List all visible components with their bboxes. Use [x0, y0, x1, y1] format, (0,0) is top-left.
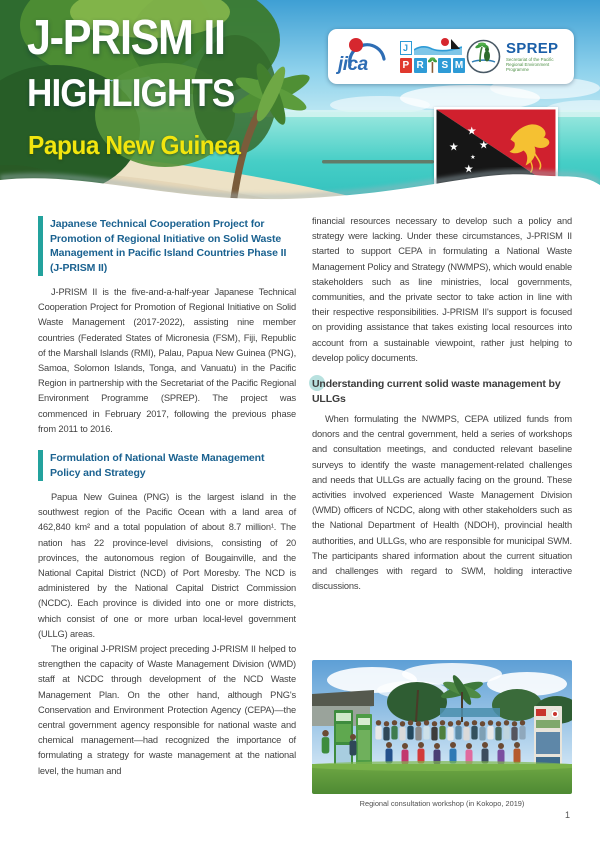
- subsection-heading: [312, 377, 572, 406]
- subsection-heading-text: Understanding current solid waste management by ULLGs: [312, 378, 561, 405]
- photo-caption: Regional consultation workshop (in Kokopo, 2019): [359, 799, 525, 808]
- logo-bar: [328, 29, 574, 84]
- jprism-letter-s: S: [438, 58, 451, 73]
- heading-accent-bar: [38, 216, 43, 276]
- section-heading-project: [38, 216, 296, 276]
- workshop-photo: [312, 660, 572, 794]
- section-heading-text: Japanese Technical Cooperation Project for Promotion of Regional Initiative on Solid Waste Management in Pacific Island Countries Phase II (J-PRISM II): [50, 218, 287, 274]
- jprism-logo: [400, 37, 466, 77]
- jprism-letter-m: M: [453, 58, 466, 73]
- newsletter-title: J-PRISM II: [27, 11, 225, 65]
- page-number: 1: [564, 810, 570, 820]
- country-subtitle: Papua New Guinea: [28, 130, 241, 160]
- section-heading-formulation: [38, 450, 296, 481]
- paragraph: The original J-PRISM project preceding J-PRISM II helped to strengthen the capacity of Waste Management Division (WMD) staff at NCDC through development of the NCD Waste Management Plan. On the other hand, although PNG's Conservation and Environment Protection Agency (CEPA)—the central government agency responsible for national waste and chemical management—had recognized the importance of formulating a strategy for waste management at the national level, the human and: [38, 644, 296, 776]
- sprep-wordmark: SPREP: [506, 39, 559, 57]
- sprep-tagline: Secretariat of the Pacific Regional Environment Programme: [506, 56, 554, 73]
- jprism-wave-icon: [414, 37, 462, 55]
- paragraph: financial resources necessary to develop such a policy and strategy were lacking. Under these circumstances, J-PRISM II started to support CEPA in formulating a National Waste Management Policy and Strategy (NWMPS), which would enable stakeholders such as line ministries, local governments, communities, and the private sector to take action in line with their respective responsibilities. J-PRISM II's support is focused on providing assistance that takes existing local resources into account from a sustainable viewpoint, rather just helping to develop policy documents.: [312, 216, 572, 363]
- paragraph: When formulating the NWMPS, CEPA utilized funds from donors and the central government, held a series of workshops and consultation meetings, and conducted relevant baseline surveys to identify the waste management-related challenges and needs that ULLGs are actually facing on the ground. These activities involved experienced Waste Management Division (WMD) officers of NCDC, along with other stakeholders such as the National Department of Health (NDOH), provincial health authorities, and ULLGs, who are responsible for municipal SWM. The participants shared information about the current situation and challenges with regard to SWM, holding interactive discussions.: [312, 414, 572, 592]
- newsletter-title-line2: HIGHLIGHTS: [27, 72, 235, 115]
- jica-wordmark: jica: [338, 54, 368, 75]
- heading-accent-bar: [38, 450, 43, 481]
- sprep-logo: [466, 39, 565, 74]
- jprism-letter-r: R: [414, 58, 427, 73]
- paragraph: Papua New Guinea (PNG) is the largest island in the southwest region of the Pacific Ocean with a land area of 462,840 km² and a total population of about 8.7 million¹. The nation has 22 province-level divisions, consisting of 20 provinces, the autonomous region of Bougainville, and the National Capital District (NCD) of Port Moresby. The NCD is administered by the National Capital District Commission (NCDC). Each province is divided into one or more districts, which consist of one or more urban local-level government (ULLG) areas.: [38, 492, 296, 639]
- header-banner: [0, 0, 600, 212]
- workshop-photo-figure: [312, 660, 572, 808]
- paragraph: J-PRISM II is the five-and-a-half-year Japanese Technical Cooperation Project for Promotion of Regional Initiative on Solid Waste Management (2017-2022), assisting nine member countries (Federated States of Micronesia (FSM), Fiji, Republic of the Marshall Islands (RMI), Palau, Papua New Guinea (PNG), Samoa, Solomon Islands, Tonga, and Vanuatu) in the Pacific Region in partnership with the Secretariat of the Pacific Regional Environment Programme (SPREP). The project was commenced in February 2017, following the previous phase from 2011 to 2016.: [38, 287, 296, 434]
- jprism-letter-p: P: [400, 58, 413, 73]
- section-heading-text: Formulation of National Waste Management Policy and Strategy: [50, 452, 265, 479]
- sprep-emblem-icon: [466, 39, 501, 74]
- jica-logo: [337, 33, 399, 80]
- left-column: [38, 214, 296, 779]
- jprism-palm-icon: [428, 56, 437, 73]
- right-column: [312, 214, 572, 594]
- jprism-letter-j: J: [400, 41, 412, 55]
